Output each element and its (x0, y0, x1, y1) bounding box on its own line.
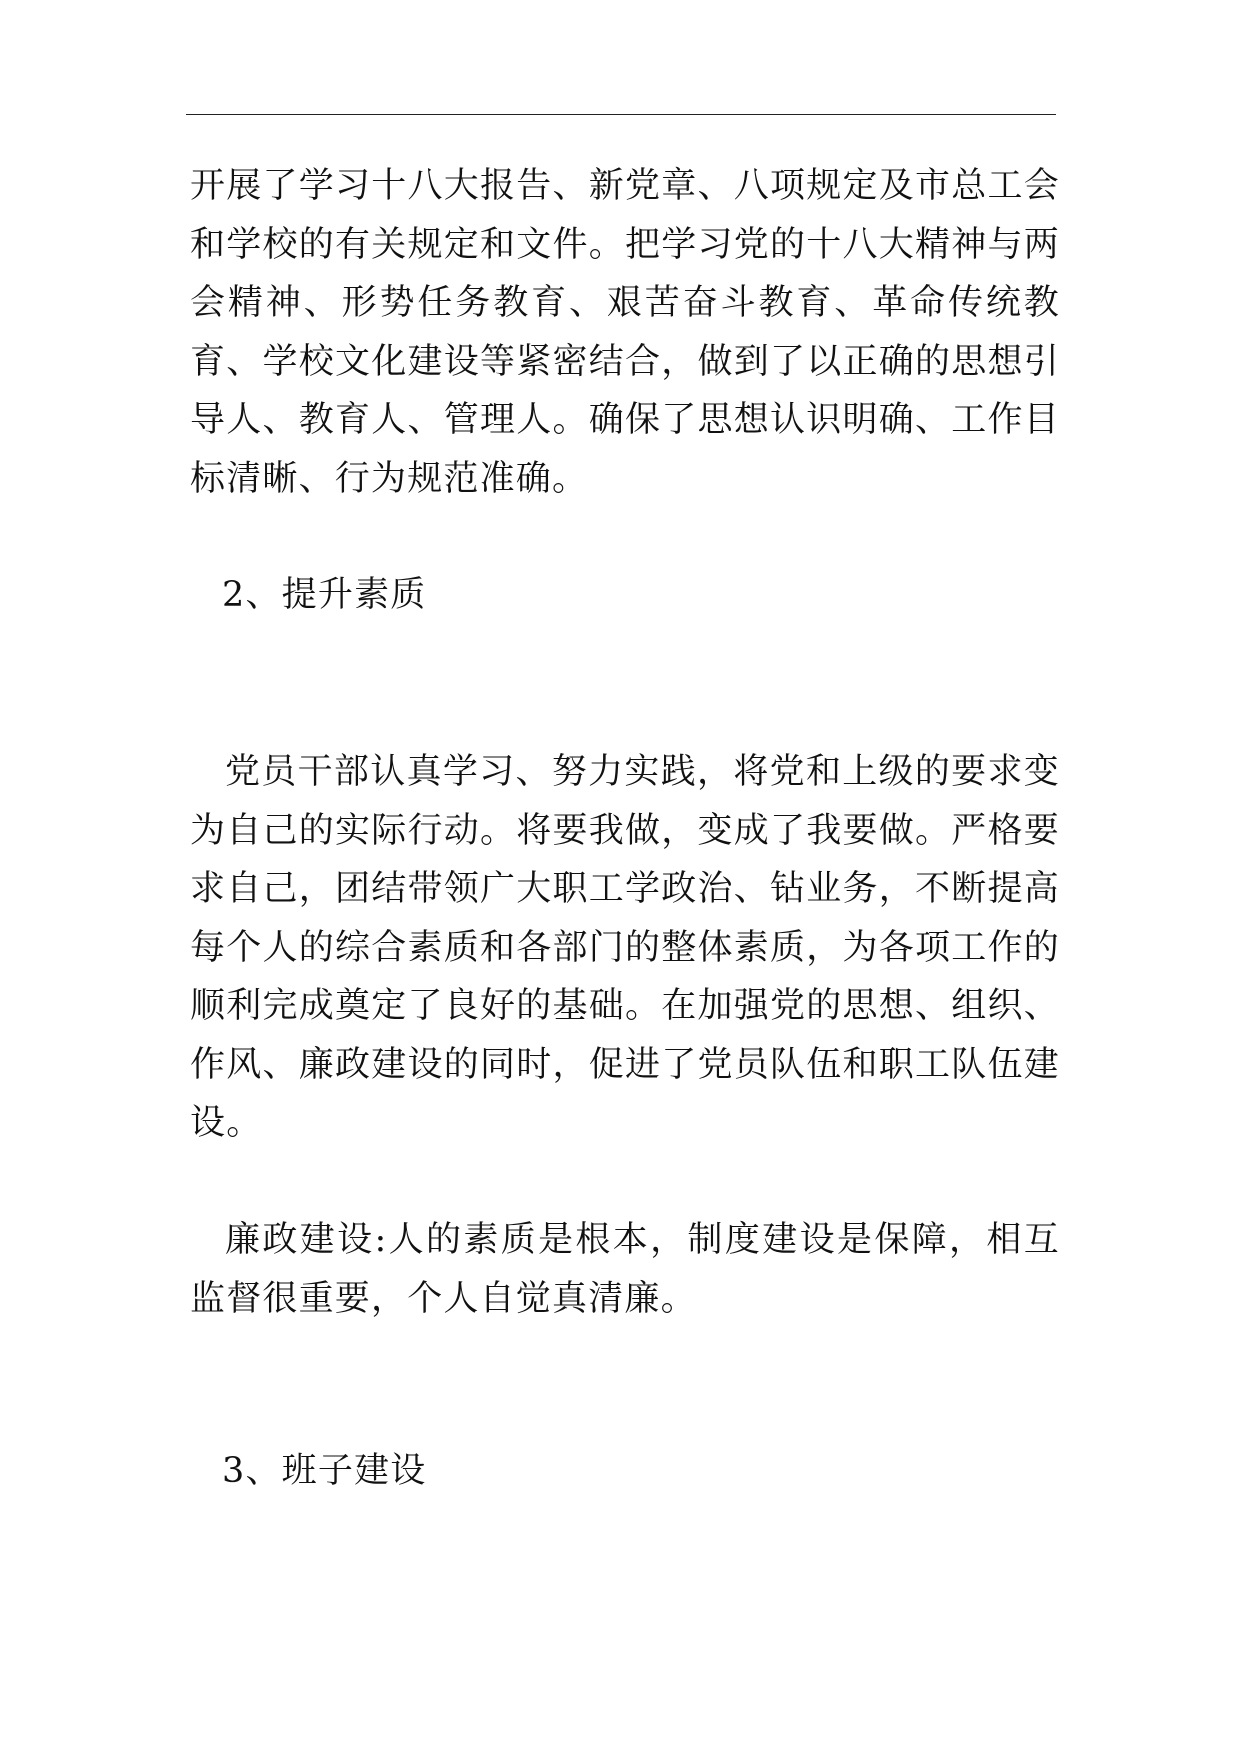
header-rule (186, 114, 1056, 115)
section-heading-team-building: 3、班子建设 (222, 1451, 427, 1491)
section-heading-improve-quality: 2、提升素质 (222, 575, 427, 615)
paragraph-study: 开展了学习十八大报告、新党章、八项规定及市总工会和学校的有关规定和文件。把学习党的十八大精神与两会精神、形势任务教育、艰苦奋斗教育、革命传统教育、学校文化建设等紧密结合，做到了以正确的思想引导人、教育人、管理人。确保了思想认识明确、工作目标清晰、行为规范准确。 (190, 166, 1060, 499)
paragraph-cadres-practice: 党员干部认真学习、努力实践，将党和上级的要求变为自己的实际行动。将要我做，变成了我要做。严格要求自己，团结带领广大职工学政治、钻业务，不断提高每个人的综合素质和各部门的整体素质，为各项工作的顺利完成奠定了良好的基础。在加强党的思想、组织、作风、廉政建设的同时，促进了党员队伍和职工队伍建设。 (190, 752, 1060, 1143)
paragraph-integrity: 廉政建设:人的素质是根本，制度建设是保障，相互监督很重要，个人自觉真清廉。 (190, 1220, 1060, 1319)
